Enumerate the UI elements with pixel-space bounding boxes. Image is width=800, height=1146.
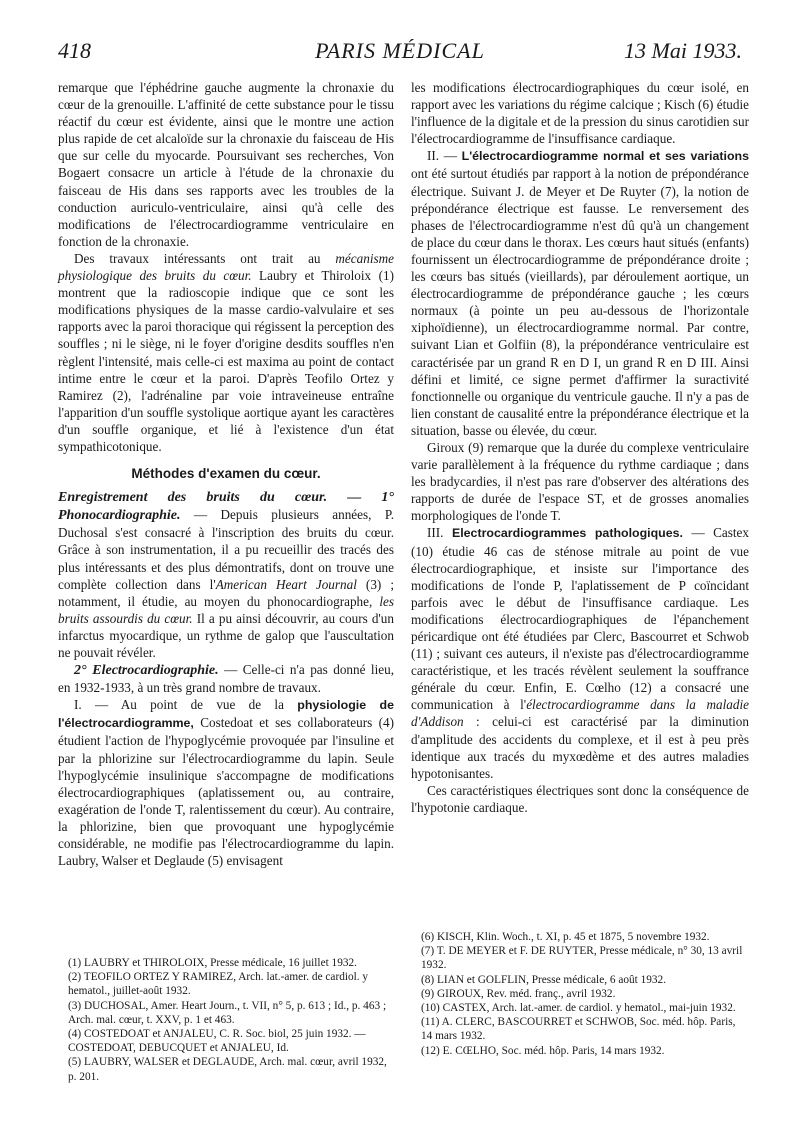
footnote: (4) COSTEDOAT et ANJALEU, C. R. Soc. biol, 25 juin 1932. — COSTEDOAT, DEBUCQUET et ANJALEU, Id. xyxy=(68,1028,366,1055)
footnote: (5) LAUBRY, WALSER et DEGLAUDE, Arch. mal. cœur, avril 1932, p. 201. xyxy=(68,1056,387,1083)
paragraph: Des travaux intéressants ont trait au mécanisme physiologique des bruits du cœur. Laubry et Thiroloix (1) montrent que la radioscopie indique que ce sont les modifications physiques de la masse cardio-valvulaire et ses rapports avec la paroi thoracique qui régissent la perception des souffles ; ni le siège, ni le foyer d'origine desdits souffles n'en règlent l'intensité, mais celle-ci est maxima au point de contact intime entre le cœur et la paroi. D'après Teofilo Ortez y Ramirez (2), l'adrénaline par voie intraveineuse entraîne l'apparition d'un souffle systolique aortique ayant les caractères d'un souffle organique, et lié à l'existence d'un état sympathicotonique. xyxy=(58,250,394,454)
paragraph: Ces caractéristiques électriques sont donc la conséquence de l'hypotonie cardiaque. xyxy=(411,782,749,815)
paragraph: 2° Electrocardiographie. — Celle-ci n'a pas donné lieu, en 1932-1933, à un très grand nombre de travaux. xyxy=(58,662,394,696)
paragraph: remarque que l'éphédrine gauche augmente la chronaxie du cœur de la grenouille. L'affinité de cette substance pour le tissu réactif du cœur est évidente, ainsi que le montre une action plus rapide de cet alcaloïde sur la chronaxie du faisceau de His que sur celle du myocarde. Poursuivant ses recherches, Von Bogaert consacre un article à l'étude de la chronaxie du faisceau de His dans ses rapports avec les troubles de la conduction auriculo-ventriculaire, ainsi qu'à celle des modifications de l'électrocardiogramme ventriculaire en fonction de la chronaxie. xyxy=(58,80,394,249)
paragraph: Enregistrement des bruits du cœur. — 1° Phonocardiographie. — Depuis plusieurs années, P. Duchosal s'est consacré à l'inscription des bruits du cœur. Grâce à son instrumentation, il a pu recueillir des tracés des plus intéressants et des plus démontratifs, dont on trouve une complète collection dans l'American Heart Journal (3) ; notamment, il étudie, au moyen du phonocardiographe, les bruits assourdis du cœur. Il a pu ainsi découvrir, au cours d'un infarctus myocardique, un rythme de galop que l'auscultation ne pouvait révéler. xyxy=(58,490,395,660)
footnote: (2) TEOFILO ORTEZ Y RAMIREZ, Arch. lat.-amer. de cardiol. y hematol., juillet-août 1932. xyxy=(68,971,369,998)
running-header xyxy=(58,38,742,68)
footnotes-right xyxy=(411,930,749,1058)
page-number: 418 xyxy=(58,38,91,63)
paragraph: III. Electrocardiogrammes pathologiques. — Castex (10) étudie 46 cas de sténose mitrale au point de vue électrocardiographique, et insiste sur l'importance des modifications de l'onde P, l'aplatissement de P coïncidant parfois avec le début de l'insuffisance cardiaque. Les modifications électrocardiographiques de l'épanchement péricardique ont été étudiées par Clerc, Bascourret et Schwob (11) ; suivant ces auteurs, il n'existe pas d'électrocardiogramme caractéristique, et les tracés révèlent seulement la souffrance générale du cœur. Enfin, E. Cœlho (12) a consacré une communication à l'électrocardiogramme dans la maladie d'Addison : celui-ci est caractérisé par la diminution d'amplitude des accidents du complexe, et il est à peu près identique aux tracés du myxœdème et des autres maladies hypotonisantes. xyxy=(411,525,749,781)
right-column xyxy=(411,79,749,816)
paragraph: I. — Au point de vue de la physiologie de l'électrocardiogramme, Costedoat et ses collaborateurs (4) étudient l'action de l'hypoglycémie provoquée par l'insuline et par la phlorizine sur l'électrocardiogramme du lapin. Seule l'hypoglycémie insulinique s'accompagne de modifications électrocardiographiques (aplatissement ou, au contraire, exagération de l'onde T, ralentissement du cœur). Au contraire, la phlorizine, bien que provoquant une hypoglycémie considérable, ne modifie pas l'électrocardiogramme du lapin. Laubry, Walser et Deglaude (5) envisagent xyxy=(58,697,395,869)
left-column xyxy=(58,79,394,869)
paragraph: Giroux (9) remarque que la durée du complexe ventriculaire varie parallèlement à la fréquence du rythme cardiaque ; dans les bradycardies, il n'est pas rare d'observer des altérations des rapports de durée de l'espace ST, et de grosses anomalies morphologiques de l'onde T. xyxy=(411,439,749,524)
paragraph: II. — L'électrocardiogramme normal et ses variations ont été surtout étudiés par rapport à la notion de prépondérance électrique. Suivant J. de Meyer et De Ruyter (7), la notion de prépondérance électrique est fausse. Le renversement des phases de l'électrocardiogramme n'est dû qu'à un changement de place du cœur dans le thorax. Les cœurs haut situés (enfants) fournissent un électrocardiogramme de prépondérance droite ; les cœurs bas situés (vieillards), par déroulement aortique, un électrocardiogramme de prépondérance gauche ; les cœurs normaux (à pointe un peu au-dessous de l'horizontale xiphoïdienne), un électrocardiogramme normal. Par contre, suivant Lian et Golfiin (8), la prépondérance ventriculaire est caractérisée par un grand R en D I, un grand R en D III. Ainsi défini et limité, ce signe permet d'affirmer la suractivité fonctionnelle ou organique du ventricule gauche. Il n'y a pas de lien constant de causalité entre la prépondérance électrique et la situation, basse ou élevée, du cœur. xyxy=(411,148,749,438)
footnote: (8) LIAN et GOLFLIN, Presse médicale, 6 août 1932. xyxy=(421,973,667,986)
footnote: (3) DUCHOSAL, Amer. Heart Journ., t. VII, n° 5, p. 613 ; Id., p. 463 ; Arch. mal. cœur, t. XXV, p. 1 et 463. xyxy=(68,999,387,1026)
journal-title: PARIS MÉDICAL xyxy=(315,38,485,63)
footnotes-left xyxy=(58,956,394,1084)
paragraph: les modifications électrocardiographiques du cœur isolé, en rapport avec les variations du régime calcique ; Kisch (6) étudie l'influence de la digitale et de la pression du sinus carotidien sur l'électrocardiogramme de l'insuffisance cardiaque. xyxy=(411,80,749,147)
issue-date: 13 Mai 1933. xyxy=(624,38,742,63)
footnote: (1) LAUBRY et THIROLOIX, Presse médicale, 16 juillet 1932. xyxy=(68,957,357,969)
footnote: (11) A. CLERC, BASCOURRET et SCHWOB, Soc. méd. hôp. Paris, 14 mars 1932. xyxy=(421,1016,736,1043)
footnote: (10) CASTEX, Arch. lat.-amer. de cardiol. y hematol., mai-juin 1932. xyxy=(421,1002,736,1015)
footnote: (6) KISCH, Klin. Woch., t. XI, p. 45 et 1875, 5 novembre 1932. xyxy=(421,931,710,943)
section-heading: Méthodes d'examen du cœur. xyxy=(131,466,321,482)
footnote: (9) GIROUX, Rev. méd. franç., avril 1932. xyxy=(421,987,616,1000)
footnote: (12) E. CŒLHO, Soc. méd. hôp. Paris, 14 mars 1932. xyxy=(421,1044,665,1057)
footnote: (7) T. DE MEYER et F. DE RUYTER, Presse médicale, n° 30, 13 avril 1932. xyxy=(421,945,743,972)
